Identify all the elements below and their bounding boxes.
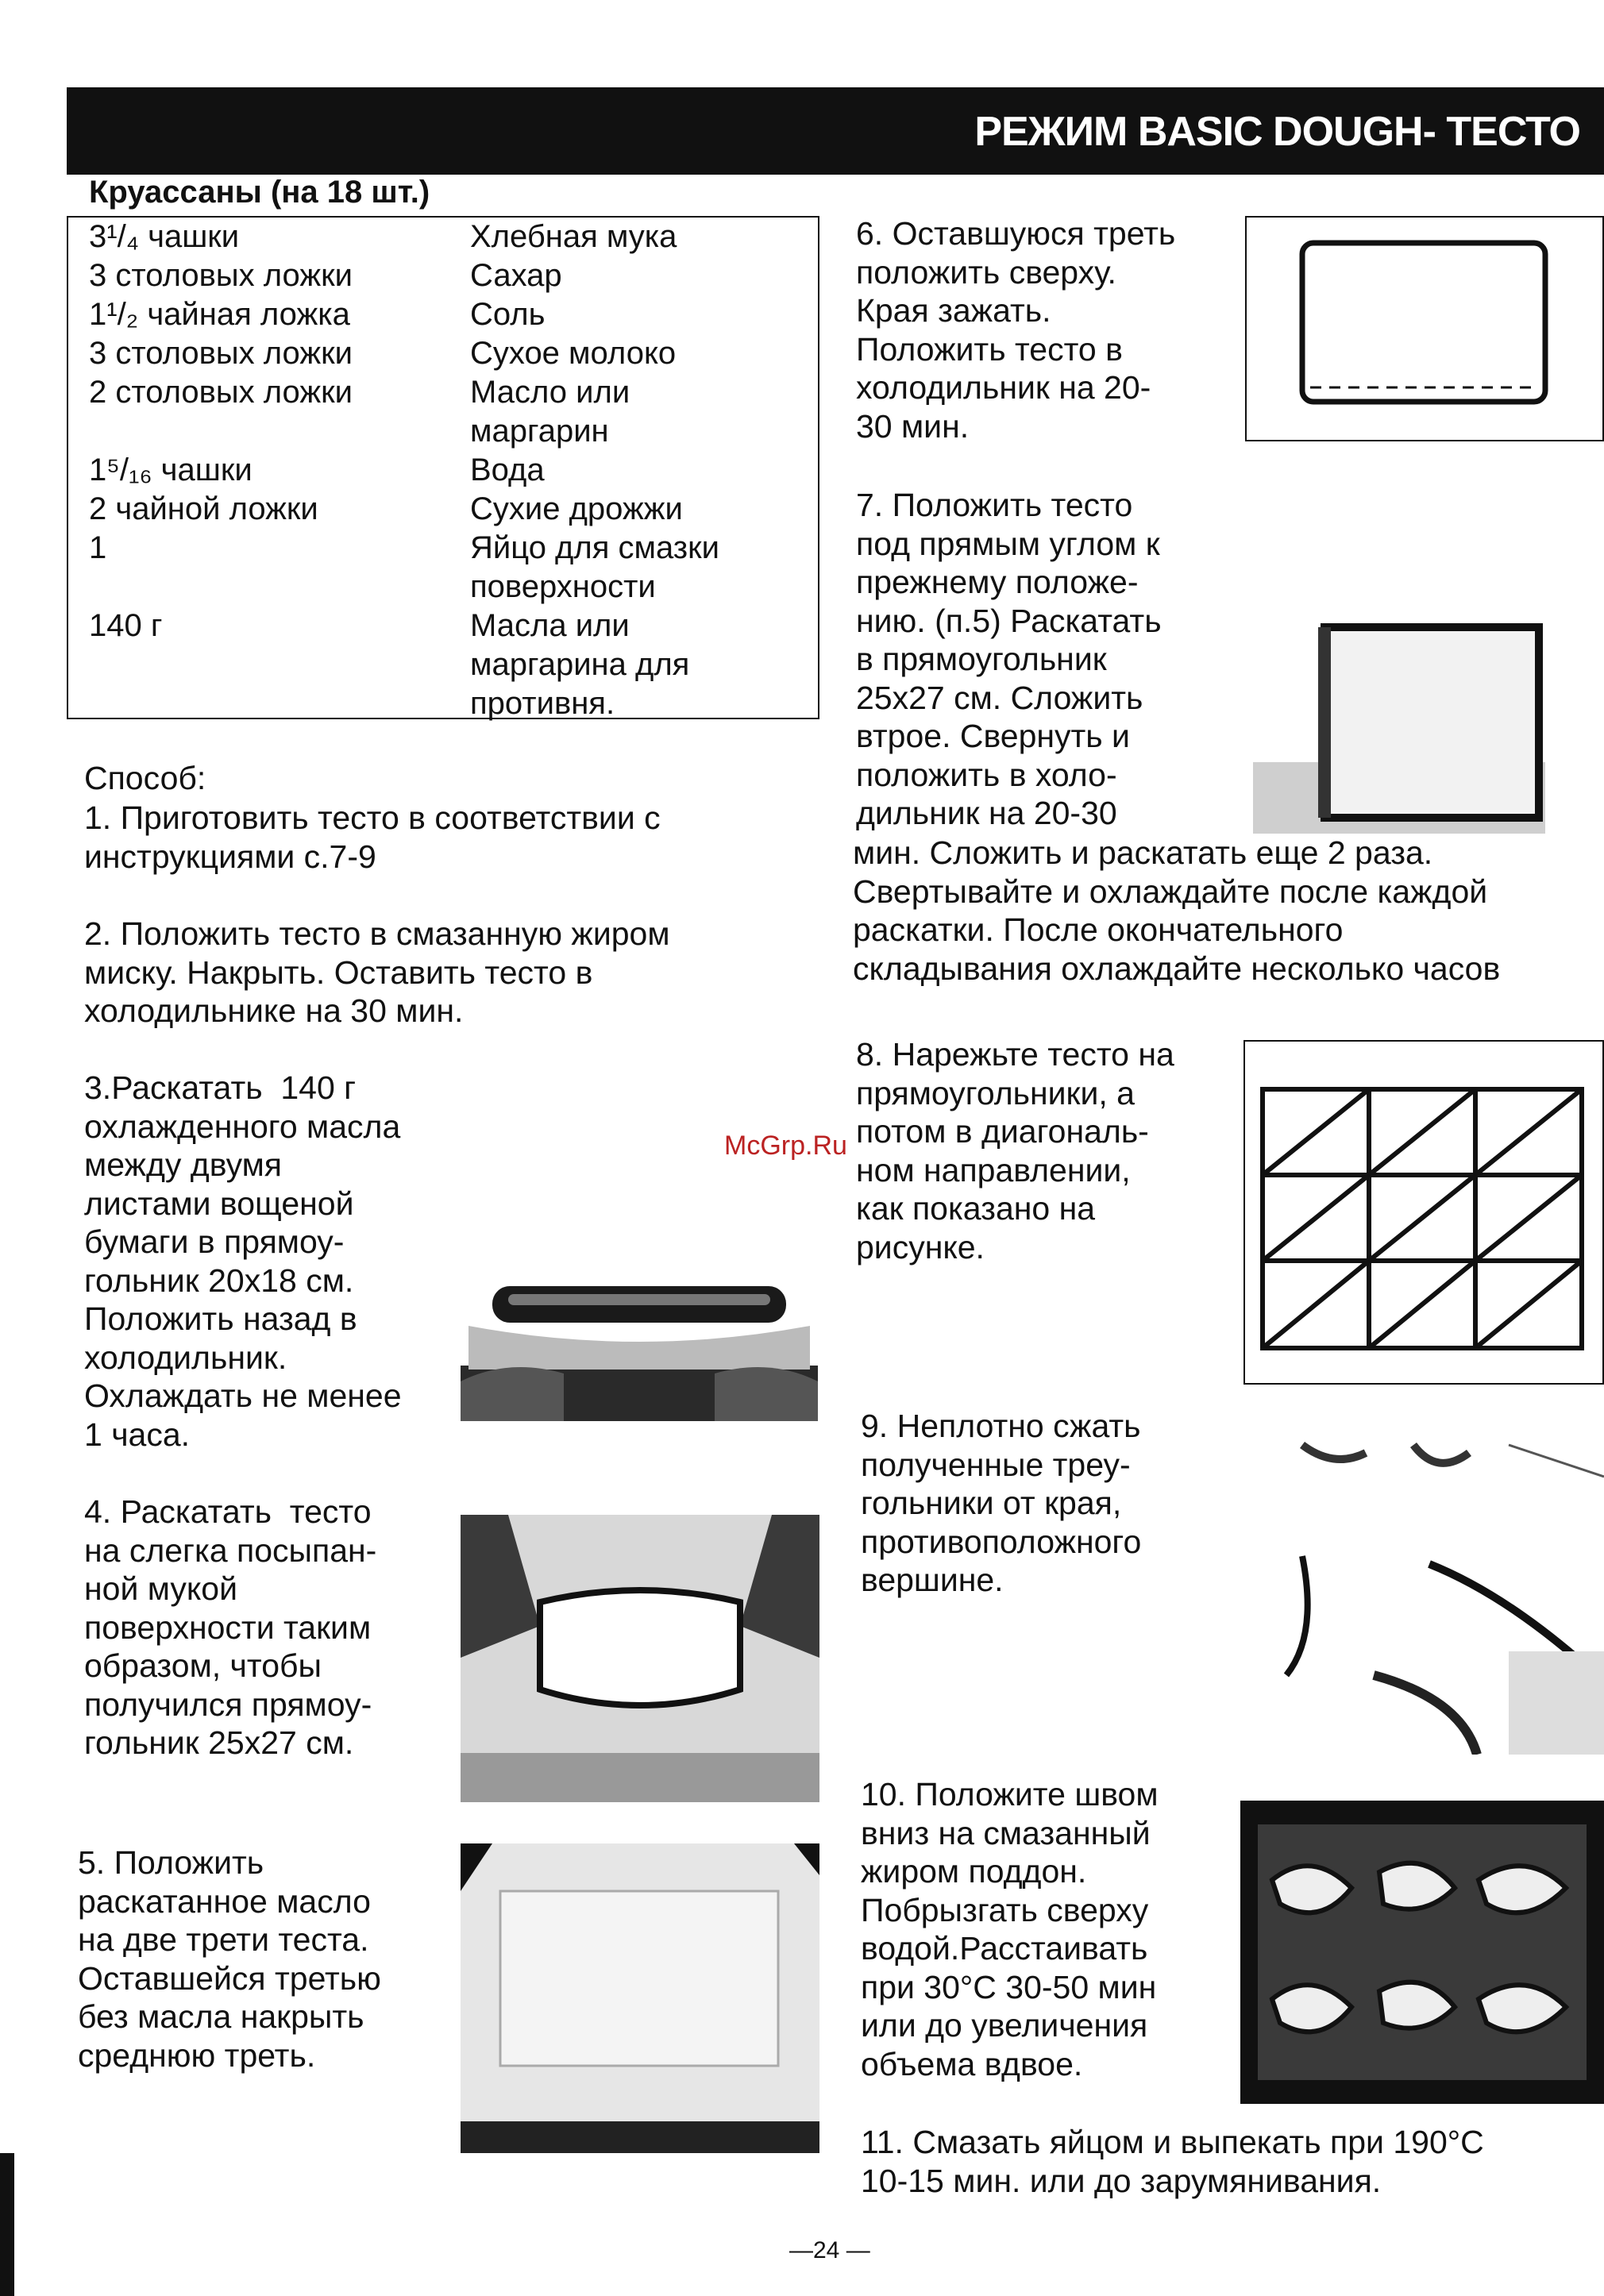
folded-rectangle-drawing bbox=[1247, 218, 1602, 440]
step-8: 8. Нарежьте тесто на прямоугольники, а потом в диагональ- ном направлении, как показано на рисунке. bbox=[856, 1036, 1174, 1265]
ingredient-name: Вода bbox=[470, 453, 545, 487]
recipe-title: Круассаны (на 18 шт.) bbox=[89, 175, 430, 210]
dough-rectangle-illustration bbox=[461, 1515, 819, 1802]
butter-on-dough-photo bbox=[461, 1843, 819, 2153]
step-3: 3.Раскатать 140 г охлажденного масла между двумя листами вощеной бумаги в прямоу- гольник 20х18 см. Положить назад в холодильник. Охлаждать не менее 1 часа. bbox=[84, 1069, 402, 1453]
ingredient-qty: 2 чайной ложки bbox=[89, 491, 318, 526]
ingredient-name: Сахар bbox=[470, 258, 562, 293]
fold-dough-illustration bbox=[461, 1843, 819, 2153]
triangle-grid-drawing bbox=[1245, 1042, 1602, 1383]
ingredient-name: Яйцо для смазки поверхности bbox=[470, 530, 719, 604]
ingredient-qty: 1⁵/₁₆ чашки bbox=[89, 453, 253, 487]
croissants-tray-illustration bbox=[1240, 1801, 1604, 2104]
ingredients-table bbox=[67, 216, 819, 719]
ingredient-qty: 1 bbox=[89, 530, 107, 565]
ingredient-qty: 1¹/₂ чайная ложка bbox=[89, 297, 350, 332]
rotated-dough-photo bbox=[1253, 603, 1545, 834]
step-7: 7. Положить тесто под прямым углом к прежнему положе- нию. (п.5) Раскатать в прямоугольник 25х27 см. Сложить втрое. Свернуть и положить в холо- дильник на 20-30 bbox=[856, 487, 1162, 831]
watermark: McGrp.Ru bbox=[724, 1131, 847, 1161]
header-bar bbox=[67, 87, 1604, 175]
ingredient-name: Соль bbox=[470, 297, 546, 332]
step-7-continued: мин. Сложить и раскатать еще 2 раза. Свертывайте и охлаждайте после каждой раскатки. После окончательного складывания охлаждайте несколько часов bbox=[853, 834, 1501, 987]
step-10: 10. Положите швом вниз на смазанный жиром поддон. Побрызгать сверху водой.Расстаивать при 30°С 30-50 мин или до увеличения объема вдвое. bbox=[861, 1776, 1159, 2082]
rolling-pin-illustration bbox=[461, 1262, 818, 1421]
ingredient-name: Сухое молоко bbox=[470, 336, 677, 371]
page-number: —24 — bbox=[789, 2237, 870, 2263]
cut-grid-figure bbox=[1243, 1040, 1604, 1385]
rolling-triangle-photo bbox=[1270, 1413, 1604, 1755]
ingredient-qty: 2 столовых ложки bbox=[89, 375, 353, 410]
edge-marker bbox=[0, 2153, 14, 2296]
rolling-butter-photo bbox=[461, 1262, 818, 1421]
ingredient-name: Хлебная мука bbox=[470, 219, 677, 254]
baking-tray-photo bbox=[1240, 1801, 1604, 2104]
step-2: 2. Положить тесто в смазанную жиром миску. Накрыть. Оставить тесто в холодильнике на 30 мин. bbox=[84, 915, 670, 1029]
step-6: 6. Оставшуюся треть положить сверху. Края зажать. Положить тесто в холодильник на 20- 30 мин. bbox=[856, 215, 1176, 445]
step-4: 4. Раскатать тесто на слегка посыпан- ной мукой поверхности таким образом, чтобы получился прямоу- гольник 25х27 см. bbox=[84, 1493, 377, 1761]
rotated-rectangle-illustration bbox=[1253, 603, 1545, 834]
step-11: 11. Смазать яйцом и выпекать при 190°С 10-15 мин. или до зарумянивания. bbox=[861, 2124, 1484, 2199]
ingredient-qty: 3 столовых ложки bbox=[89, 258, 353, 293]
step-5: 5. Положить раскатанное масло на две трети теста. Оставшейся третью без масла накрыть среднюю треть. bbox=[78, 1844, 381, 2074]
ingredient-qty: 3 столовых ложки bbox=[89, 336, 353, 371]
ingredient-name: Масло или маргарин bbox=[470, 375, 630, 449]
ingredient-name: Сухие дрожжи bbox=[470, 491, 683, 526]
ingredient-name: Масла или маргарина для противня. bbox=[470, 608, 690, 721]
hands-rolling-illustration bbox=[1270, 1413, 1604, 1755]
folded-dough-figure bbox=[1245, 216, 1604, 441]
method-label: Способ: bbox=[84, 760, 206, 796]
step-1: 1. Приготовить тесто в соответствии с инструкциями с.7-9 bbox=[84, 799, 661, 875]
page-title: РЕЖИМ BASIC DOUGH- ТЕСТО bbox=[974, 109, 1580, 155]
ingredient-qty: 140 г bbox=[89, 608, 163, 643]
step-9: 9. Неплотно сжать полученные треу- гольники от края, противоположного вершине. bbox=[861, 1408, 1142, 1598]
ingredient-qty: 3¹/₄ чашки bbox=[89, 219, 240, 254]
rolling-dough-photo bbox=[461, 1515, 819, 1802]
